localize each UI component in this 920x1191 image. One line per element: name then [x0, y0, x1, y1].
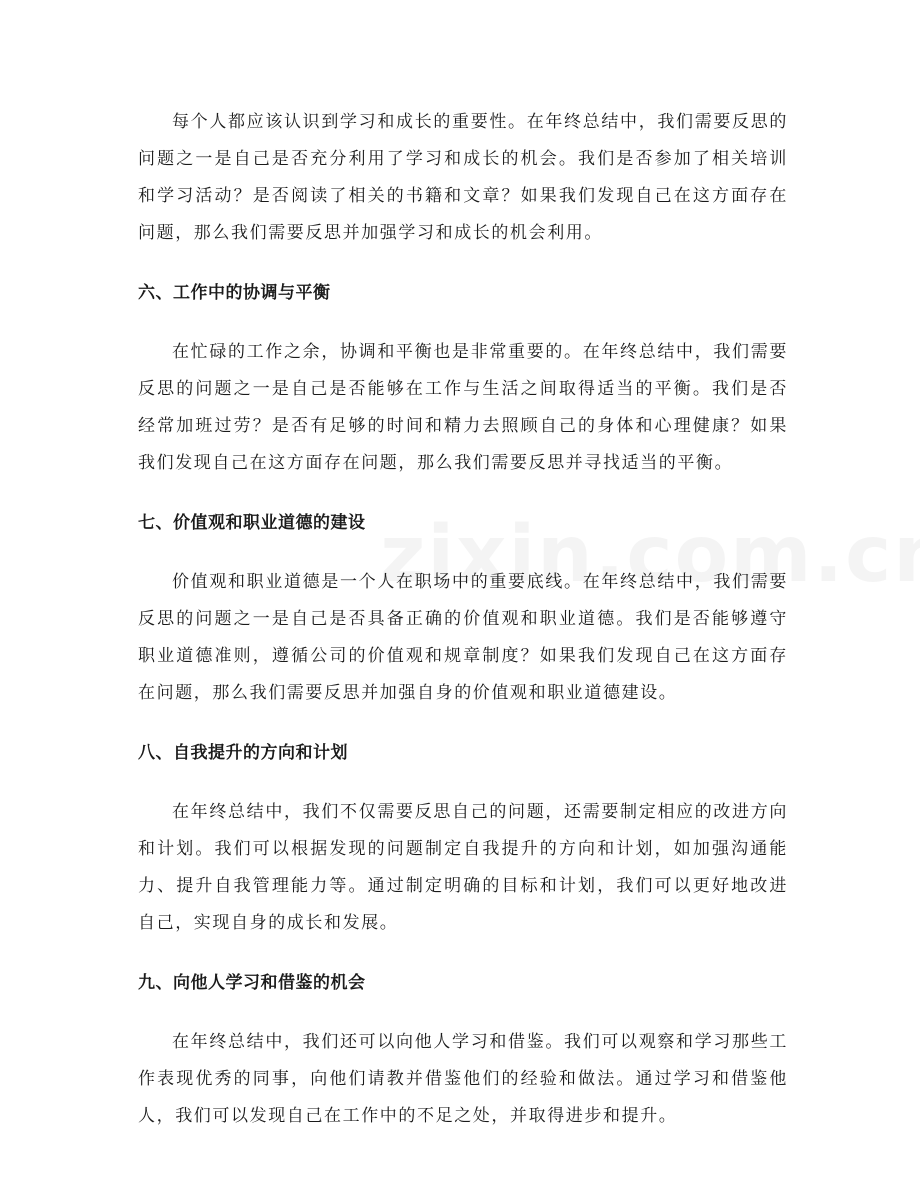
document-page	[138, 104, 788, 1135]
paragraph-section-7: 价值观和职业道德是一个人在职场中的重要底线。在年终总结中，我们需要反思的问题之一是自己是否具备正确的价值观和职业道德。我们是否能够遵守职业道德准则，遵循公司的价值观和规章制度？如果我们发现自己在这方面存在问题，那么我们需要反思并加强自身的价值观和职业道德建设。	[138, 572, 788, 703]
paragraph-section-6: 在忙碌的工作之余，协调和平衡也是非常重要的。在年终总结中，我们需要反思的问题之一是自己是否能够在工作与生活之间取得适当的平衡。我们是否经常加班过劳？是否有足够的时间和精力去照顾自己的身体和心理健康？如果我们发现自己在这方面存在问题，那么我们需要反思并寻找适当的平衡。	[138, 342, 788, 473]
heading-section-7: 七、价值观和职业道德的建设	[138, 513, 366, 533]
paragraph-section-8: 在年终总结中，我们不仅需要反思自己的问题，还需要制定相应的改进方向和计划。我们可以根据发现的问题制定自我提升的方向和计划，如加强沟通能力、提升自我管理能力等。通过制定明确的目标和计划，我们可以更好地改进自己，实现自身的成长和发展。	[138, 802, 788, 933]
heading-section-6: 六、工作中的协调与平衡	[138, 283, 331, 303]
heading-section-8: 八、自我提升的方向和计划	[138, 743, 348, 763]
heading-section-9: 九、向他人学习和借鉴的机会	[138, 973, 366, 993]
paragraph-section-9: 在年终总结中，我们还可以向他人学习和借鉴。我们可以观察和学习那些工作表现优秀的同事，向他们请教并借鉴他们的经验和做法。通过学习和借鉴他人，我们可以发现自己在工作中的不足之处，并取得进步和提升。	[138, 1032, 788, 1126]
paragraph-intro: 每个人都应该认识到学习和成长的重要性。在年终总结中，我们需要反思的问题之一是自己是否充分利用了学习和成长的机会。我们是否参加了相关培训和学习活动？是否阅读了相关的书籍和文章？如果我们发现自己在这方面存在问题，那么我们需要反思并加强学习和成长的机会利用。	[138, 112, 788, 243]
